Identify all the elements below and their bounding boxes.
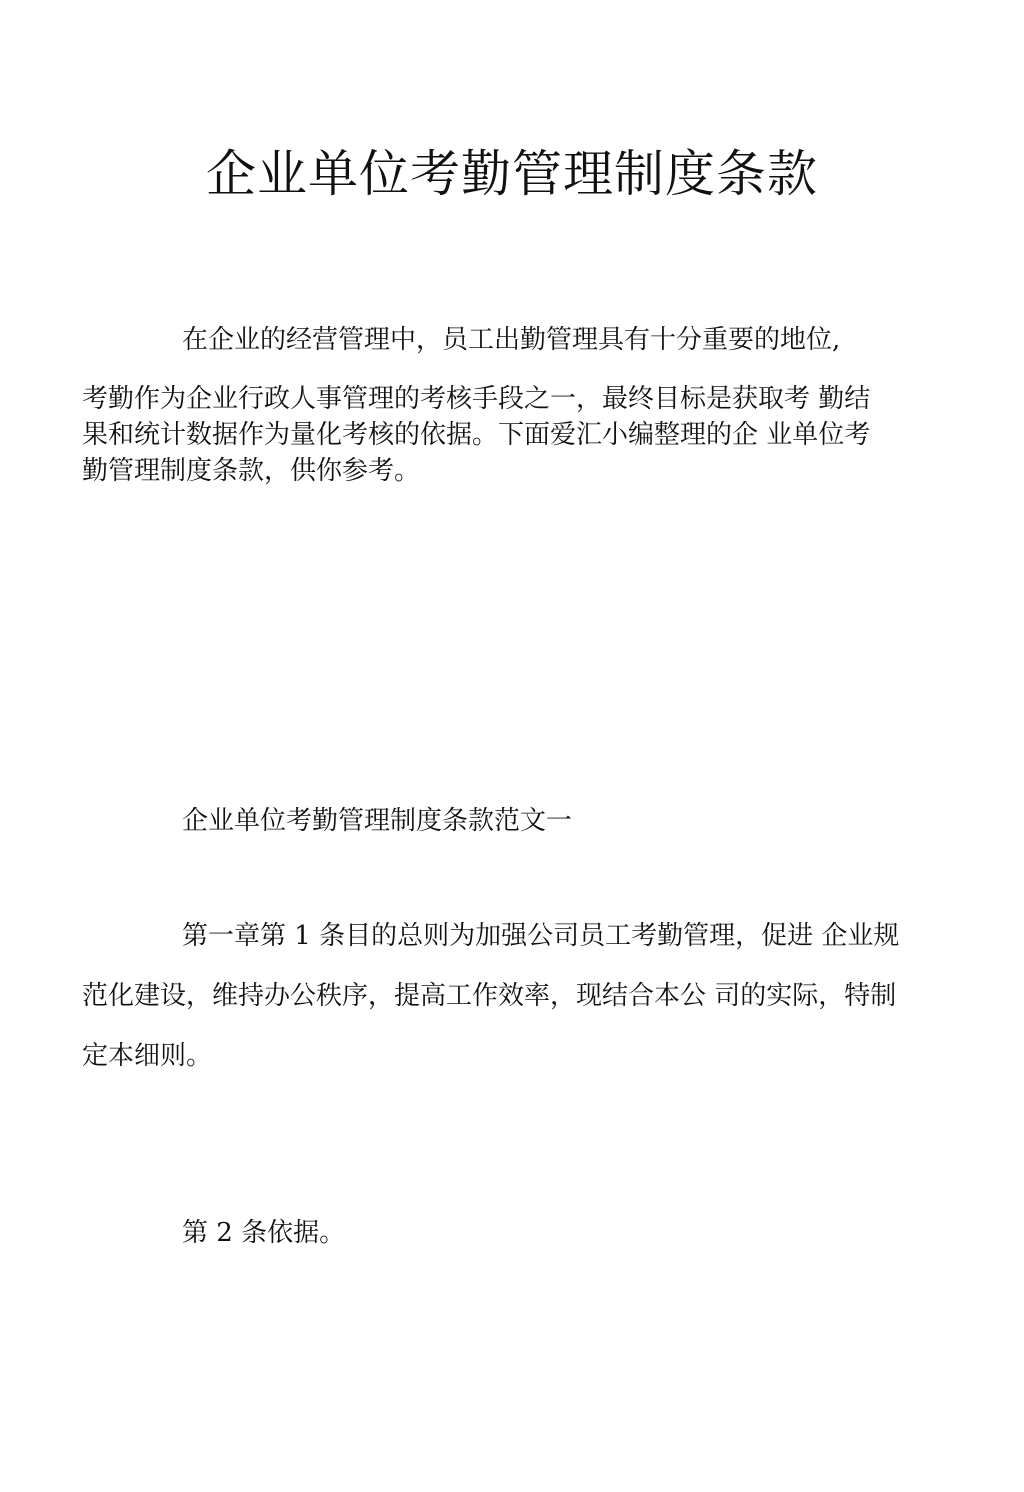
intro-line-4: 勤管理制度条款，供你参考。 (82, 456, 421, 486)
intro-line-1: 在企业的经营管理中，员工出勤管理具有十分重要的地位, (182, 325, 841, 355)
article-1-line-1: 第一章第 1 条目的总则为加强公司员工考勤管理，促进 企业规 (182, 921, 900, 951)
document-title: 企业单位考勤管理制度条款 (206, 144, 818, 203)
article-1-line-3: 定本细则。 (82, 1041, 213, 1071)
intro-line-3: 果和统计数据作为量化考核的依据。下面爱汇小编整理的企 业单位考 (82, 420, 871, 450)
section-heading: 企业单位考勤管理制度条款范文一 (182, 806, 573, 836)
intro-line-2: 考勤作为企业行政人事管理的考核手段之一，最终目标是获取考 勤结 (82, 384, 871, 414)
article-1-line-2: 范化建设，维持办公秩序，提高工作效率，现结合本公 司的实际，特制 (82, 981, 897, 1011)
article-2-line-1: 第 2 条依据。 (182, 1218, 346, 1248)
